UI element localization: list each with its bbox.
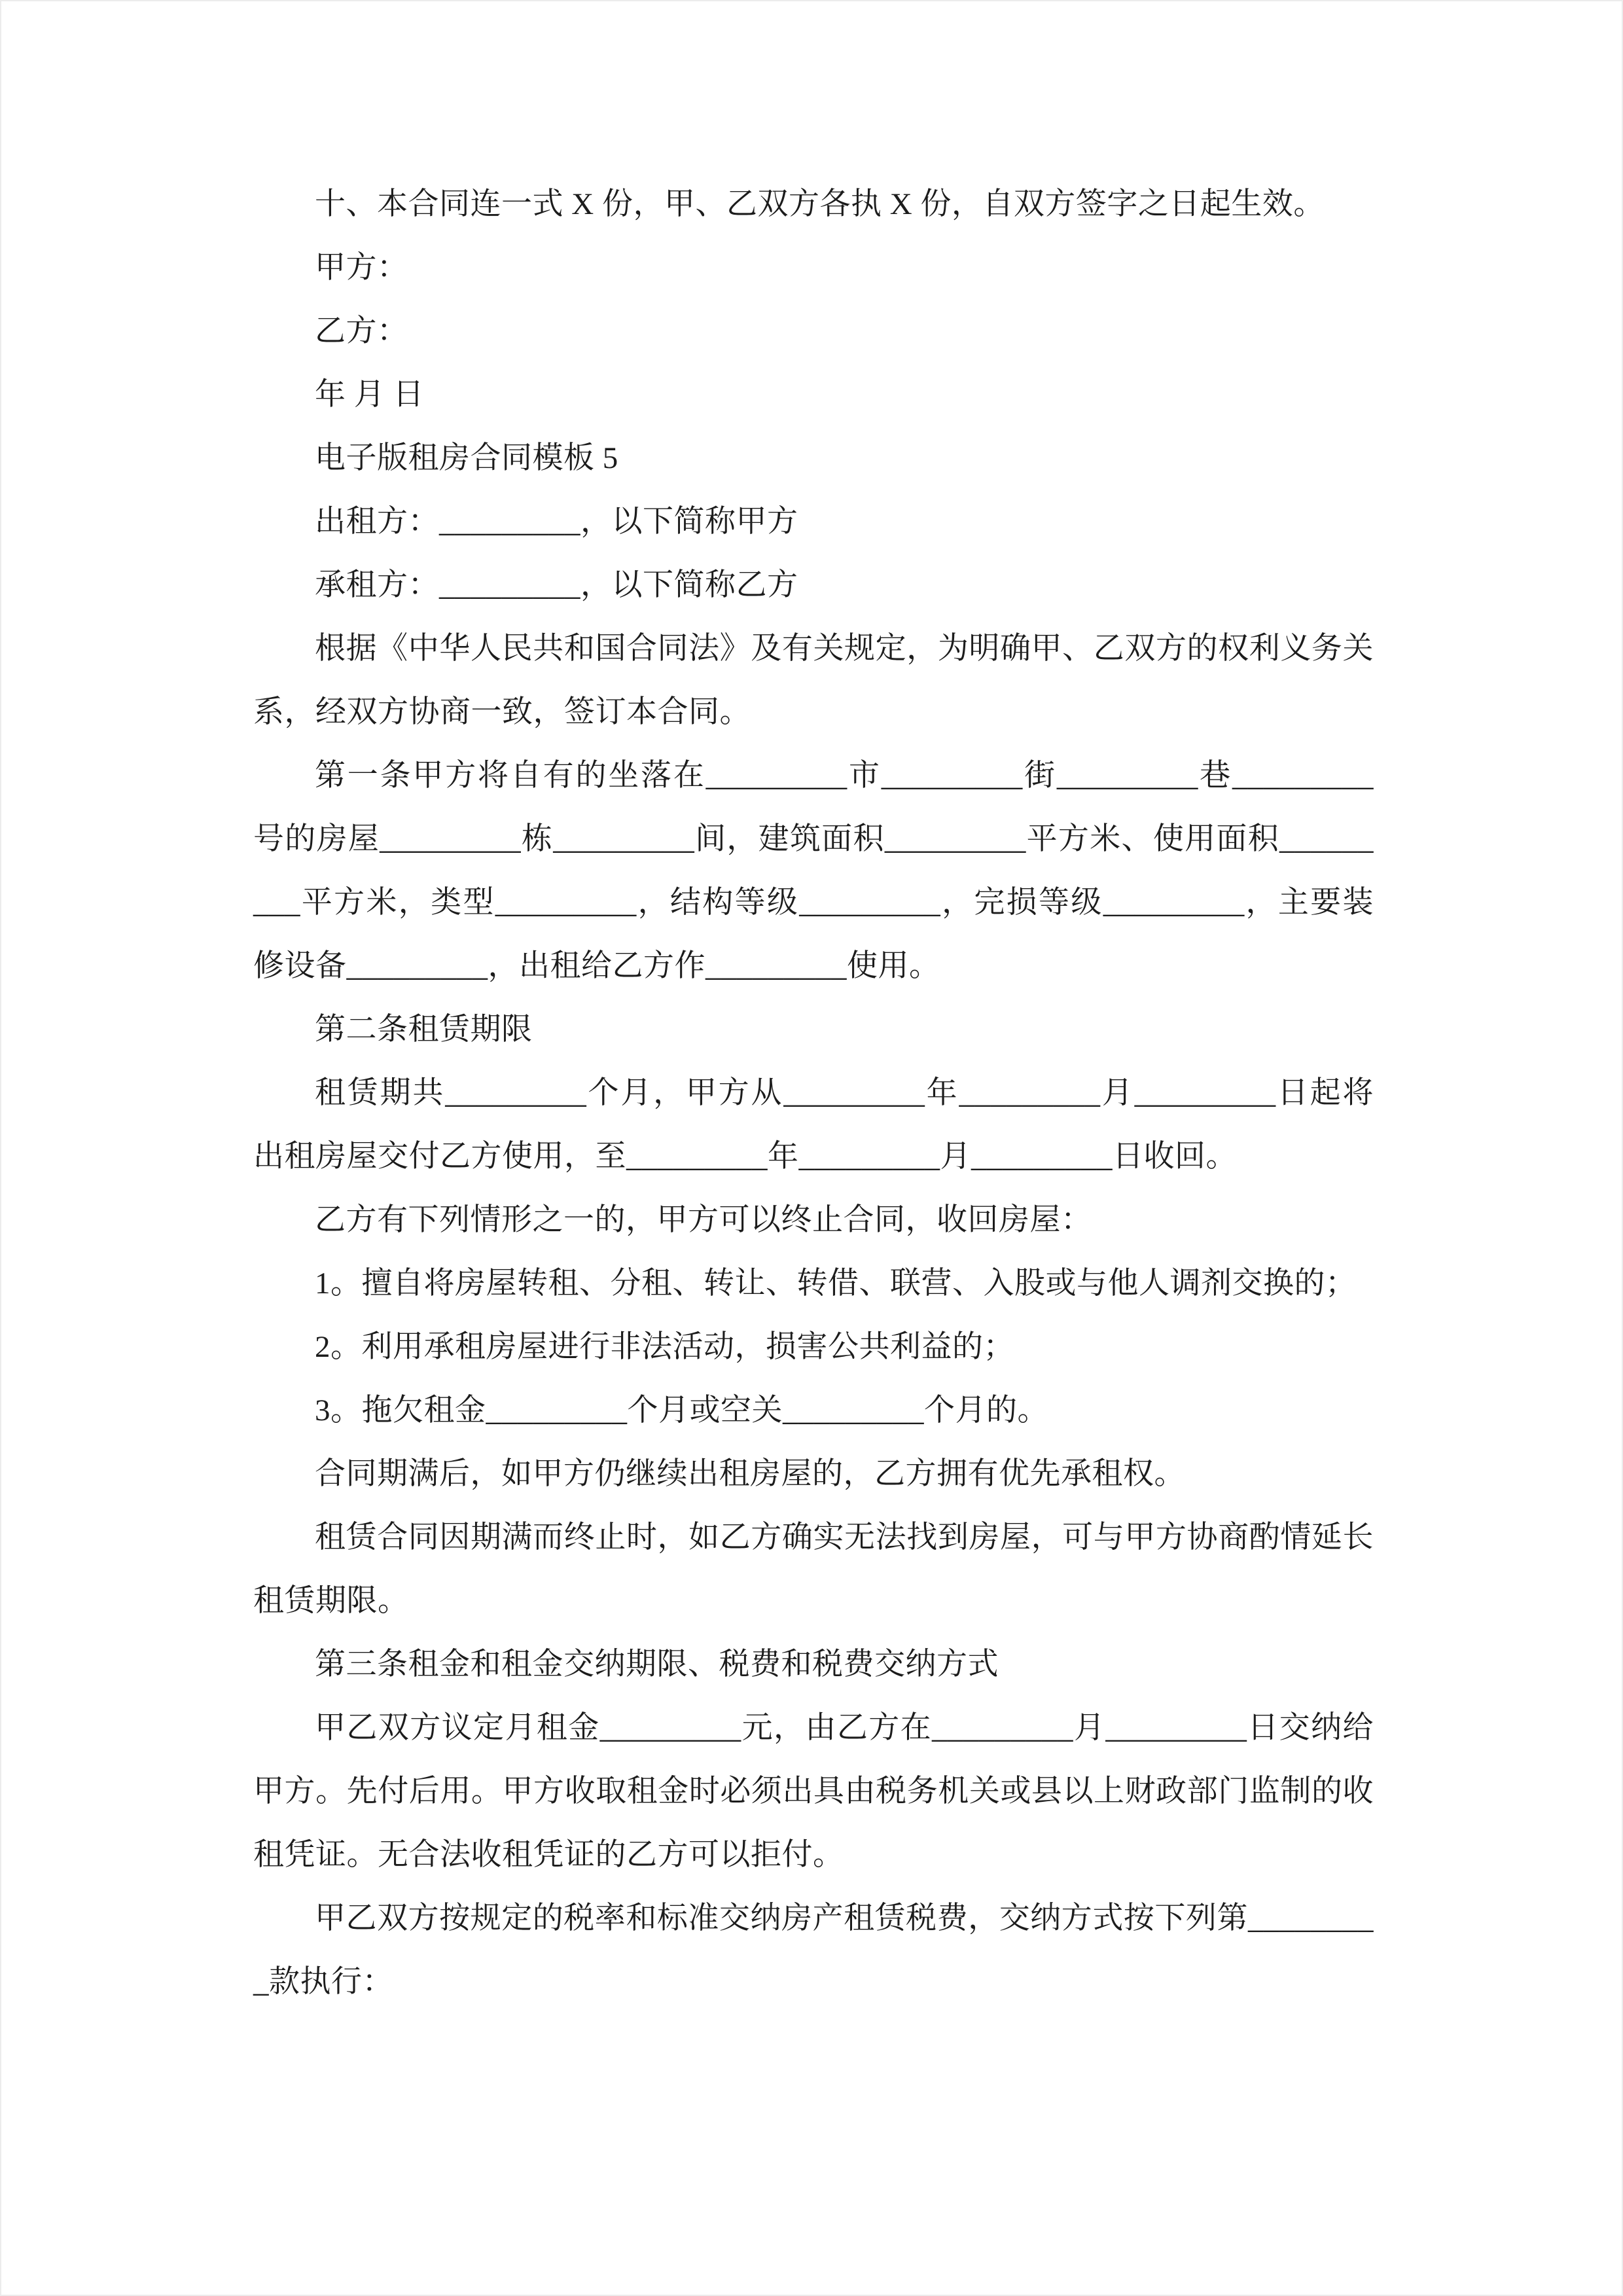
party-a-signature-line: 甲方： [315,251,408,285]
termination-item-2: 2。利用承租房屋进行非法活动，损害公共利益的； [315,1330,1014,1364]
clause-two-term: 租赁期共_________个月，甲方从_________年_________月_________日起将出租房屋交付乙方使用，至_________年_________月_________日收回。 [253,1076,1374,1174]
termination-item-1: 1。擅自将房屋转租、分租、转让、转借、联营、入股或与他人调剂交换的； [315,1266,1357,1300]
document-body [253,173,1374,2014]
tax-payment-clause: 甲乙双方按规定的税率和标准交纳房产租赁税费，交纳方式按下列第_________款执行： [253,1901,1374,1999]
termination-intro: 乙方有下列情形之一的，甲方可以终止合同，收回房屋： [315,1203,1092,1237]
clause-ten-effectiveness: 十、本合同连一式 X 份，甲、乙双方各执 X 份，自双方签字之日起生效。 [315,187,1325,221]
lessee-line: 承租方：_________，以下简称乙方 [315,568,798,602]
document-title: 电子版租房合同模板 5 [315,441,618,475]
party-b-signature-line: 乙方： [315,314,408,348]
renewal-priority-clause: 合同期满后，如甲方仍继续出租房屋的，乙方拥有优先承租权。 [315,1457,1185,1491]
rent-payment-clause: 甲乙双方议定月租金_________元，由乙方在_________月_________日交纳给甲方。先付后用。甲方收取租金时必须出具由税务机关或县以上财政部门监制的收租凭证。无合法收租凭证的乙方可以拒付。 [253,1711,1374,1872]
date-line: 年 月 日 [315,378,424,412]
preamble: 根据《中华人民共和国合同法》及有关规定，为明确甲、乙双方的权利义务关系，经双方协商一致，签订本合同。 [253,632,1374,729]
extension-clause: 租赁合同因期满而终止时，如乙方确实无法找到房屋，可与甲方协商酌情延长租赁期限。 [253,1520,1374,1618]
termination-item-3: 3。拖欠租金_________个月或空关_________个月的。 [315,1393,1048,1427]
clause-three-heading: 第三条租金和租金交纳期限、税费和税费交纳方式 [315,1647,999,1681]
clause-one-property: 第一条甲方将自有的坐落在_________市_________街_________巷_________号的房屋_________栋_________间，建筑面积_________平方米、使用面积_________平方米，类型_________，结构等级_________，完损等级_________，主要装修设备_________，出租给乙方作_________使用。 [253,759,1374,983]
lessor-line: 出租方：_________，以下简称甲方 [315,505,798,539]
clause-two-heading: 第二条租赁期限 [315,1013,533,1047]
